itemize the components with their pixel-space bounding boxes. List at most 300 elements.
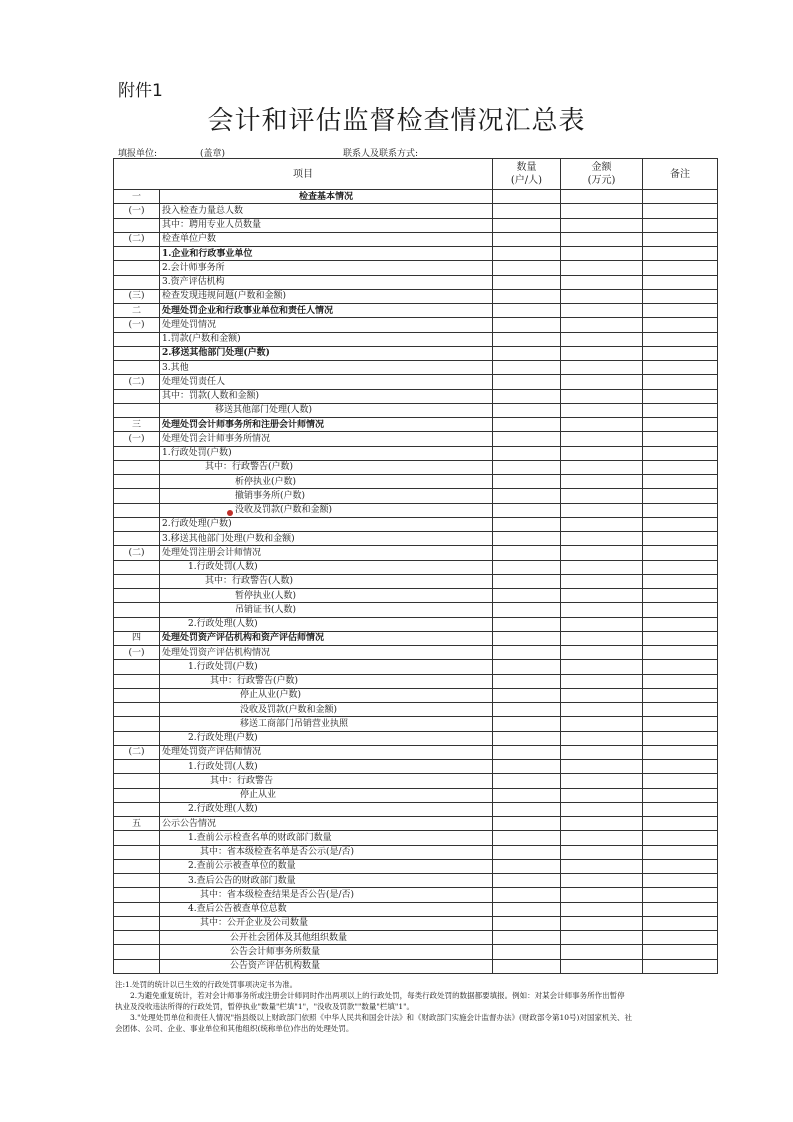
row-quantity-cell <box>493 717 561 731</box>
row-number <box>114 532 160 546</box>
row-label: 吊销证书(人数) <box>160 603 493 617</box>
table-row <box>114 945 718 959</box>
row-quantity-cell <box>493 346 561 360</box>
row-quantity-cell <box>493 631 561 645</box>
row-amount-cell <box>561 190 643 204</box>
row-quantity-cell <box>493 774 561 788</box>
row-remarks-cell <box>643 817 718 831</box>
row-label: 公开社会团体及其他组织数量 <box>160 931 493 945</box>
row-quantity-cell <box>493 489 561 503</box>
fill-unit-label: 填报单位: <box>118 149 158 159</box>
row-amount-cell <box>561 674 643 688</box>
row-amount-cell <box>561 703 643 717</box>
row-label: 析停执业(户数) <box>160 475 493 489</box>
row-number: (二) <box>114 745 160 759</box>
row-number <box>114 218 160 232</box>
row-number <box>114 888 160 902</box>
table-row <box>114 232 718 246</box>
row-quantity-cell <box>493 745 561 759</box>
row-remarks-cell <box>643 418 718 432</box>
row-number <box>114 788 160 802</box>
row-quantity-cell <box>493 232 561 246</box>
row-amount-cell <box>561 845 643 859</box>
row-remarks-cell <box>643 660 718 674</box>
table-row <box>114 788 718 802</box>
row-remarks-cell <box>643 589 718 603</box>
row-quantity-cell <box>493 389 561 403</box>
row-label: 2.行政处理(户数) <box>160 517 493 531</box>
row-remarks-cell <box>643 888 718 902</box>
table-row <box>114 688 718 702</box>
row-amount-cell <box>561 361 643 375</box>
summary-table <box>113 158 718 974</box>
table-row <box>114 418 718 432</box>
table-row <box>114 475 718 489</box>
row-amount-cell <box>561 646 643 660</box>
table-row <box>114 432 718 446</box>
row-number <box>114 660 160 674</box>
table-row <box>114 403 718 417</box>
row-amount-cell <box>561 475 643 489</box>
row-remarks-cell <box>643 717 718 731</box>
row-remarks-cell <box>643 517 718 531</box>
table-row <box>114 745 718 759</box>
row-quantity-cell <box>493 332 561 346</box>
table-row <box>114 874 718 888</box>
row-amount-cell <box>561 916 643 930</box>
row-remarks-cell <box>643 332 718 346</box>
row-remarks-cell <box>643 361 718 375</box>
row-quantity-cell <box>493 945 561 959</box>
row-label: 处理处罚情况 <box>160 318 493 332</box>
row-amount-cell <box>561 346 643 360</box>
row-number <box>114 475 160 489</box>
row-label: 处理处罚责任人 <box>160 375 493 389</box>
row-remarks-cell <box>643 646 718 660</box>
row-remarks-cell <box>643 247 718 261</box>
row-amount-cell <box>561 560 643 574</box>
row-number: (一) <box>114 432 160 446</box>
row-quantity-cell <box>493 888 561 902</box>
header-item: 项目 <box>114 159 493 190</box>
row-label: 其中：省本级检查名单是否公示(是/否) <box>160 845 493 859</box>
row-amount-cell <box>561 888 643 902</box>
row-amount-cell <box>561 731 643 745</box>
row-amount-cell <box>561 760 643 774</box>
footnote-line: 注:1.处罚的统计以已生效的行政处罚事项决定书为准。 <box>115 980 298 989</box>
row-amount-cell <box>561 446 643 460</box>
table-row <box>114 760 718 774</box>
row-number: (二) <box>114 232 160 246</box>
row-label: 1.罚款(户数和金额) <box>160 332 493 346</box>
row-amount-cell <box>561 489 643 503</box>
row-quantity-cell <box>493 617 561 631</box>
row-quantity-cell <box>493 560 561 574</box>
footnote-line: 3."处理处罚单位和责任人情况"指县级以上财政部门依照《中华人民共和国会计法》和《财政部门实施会计监督办法》(财政部令第10号)对国家机关、社 <box>115 1013 632 1022</box>
row-label: 2.查前公示被查单位的数量 <box>160 859 493 873</box>
row-quantity-cell <box>493 788 561 802</box>
row-remarks-cell <box>643 959 718 973</box>
row-label: 其中：行政警告(户数) <box>160 460 493 474</box>
table-row <box>114 289 718 303</box>
table-row <box>114 532 718 546</box>
row-quantity-cell <box>493 817 561 831</box>
row-number <box>114 688 160 702</box>
row-number <box>114 845 160 859</box>
row-number <box>114 859 160 873</box>
row-quantity-cell <box>493 646 561 660</box>
row-remarks-cell <box>643 289 718 303</box>
row-amount-cell <box>561 688 643 702</box>
table-row <box>114 931 718 945</box>
row-remarks-cell <box>643 603 718 617</box>
row-remarks-cell <box>643 945 718 959</box>
row-number <box>114 617 160 631</box>
row-amount-cell <box>561 261 643 275</box>
row-remarks-cell <box>643 503 718 517</box>
table-row <box>114 859 718 873</box>
row-quantity-cell <box>493 660 561 674</box>
table-row <box>114 589 718 603</box>
row-label: 其中：行政警告 <box>160 774 493 788</box>
row-amount-cell <box>561 745 643 759</box>
row-label: 1.行政处罚(人数) <box>160 560 493 574</box>
row-label: 1.行政处罚(户数) <box>160 446 493 460</box>
row-number <box>114 503 160 517</box>
row-quantity-cell <box>493 574 561 588</box>
row-quantity-cell <box>493 432 561 446</box>
row-remarks-cell <box>643 902 718 916</box>
row-number <box>114 332 160 346</box>
row-remarks-cell <box>643 731 718 745</box>
row-label: 2.会计师事务所 <box>160 261 493 275</box>
row-quantity-cell <box>493 859 561 873</box>
row-amount-cell <box>561 874 643 888</box>
table-row <box>114 332 718 346</box>
row-quantity-cell <box>493 546 561 560</box>
header-remarks: 备注 <box>643 159 718 190</box>
row-amount-cell <box>561 432 643 446</box>
row-amount-cell <box>561 945 643 959</box>
row-label: 处理处罚企业和行政事业单位和责任人情况 <box>160 304 493 318</box>
row-number <box>114 560 160 574</box>
row-amount-cell <box>561 275 643 289</box>
row-number <box>114 717 160 731</box>
table-row <box>114 304 718 318</box>
row-number: 一 <box>114 190 160 204</box>
row-quantity-cell <box>493 275 561 289</box>
row-number <box>114 902 160 916</box>
row-quantity-cell <box>493 475 561 489</box>
row-label: 停止从业 <box>160 788 493 802</box>
row-label: 公告资产评估机构数量 <box>160 959 493 973</box>
row-amount-cell <box>561 460 643 474</box>
header-amount: 金额 (万元) <box>561 159 643 190</box>
row-quantity-cell <box>493 603 561 617</box>
row-number: (二) <box>114 375 160 389</box>
row-quantity-cell <box>493 304 561 318</box>
row-label: 其中：省本级检查结果是否公告(是/否) <box>160 888 493 902</box>
table-row <box>114 703 718 717</box>
row-remarks-cell <box>643 346 718 360</box>
row-quantity-cell <box>493 831 561 845</box>
row-label: 处理处罚资产评估师情况 <box>160 745 493 759</box>
row-amount-cell <box>561 817 643 831</box>
table-row <box>114 275 718 289</box>
table-row <box>114 204 718 218</box>
row-amount-cell <box>561 289 643 303</box>
row-number <box>114 389 160 403</box>
table-row <box>114 218 718 232</box>
row-quantity-cell <box>493 959 561 973</box>
row-label: 2.行政处理(人数) <box>160 617 493 631</box>
row-quantity-cell <box>493 674 561 688</box>
row-remarks-cell <box>643 446 718 460</box>
row-label: 2.行政处理(户数) <box>160 731 493 745</box>
row-remarks-cell <box>643 774 718 788</box>
row-number: 五 <box>114 817 160 831</box>
row-quantity-cell <box>493 931 561 945</box>
row-remarks-cell <box>643 475 718 489</box>
row-number: 二 <box>114 304 160 318</box>
footnote-line: 2.为避免重复统计，若对会计师事务所或注册会计师同时作出两项以上的行政处罚，每类行政处罚的数据都要填报。例如：对某会计师事务所作出暂停 <box>115 991 625 1000</box>
row-quantity-cell <box>493 902 561 916</box>
row-remarks-cell <box>643 560 718 574</box>
row-number <box>114 802 160 816</box>
row-number <box>114 674 160 688</box>
row-number: (一) <box>114 318 160 332</box>
row-amount-cell <box>561 532 643 546</box>
row-quantity-cell <box>493 375 561 389</box>
row-quantity-cell <box>493 204 561 218</box>
table-row <box>114 546 718 560</box>
row-remarks-cell <box>643 532 718 546</box>
table-row <box>114 517 718 531</box>
row-remarks-cell <box>643 432 718 446</box>
table-row <box>114 831 718 845</box>
row-remarks-cell <box>643 916 718 930</box>
row-amount-cell <box>561 418 643 432</box>
row-quantity-cell <box>493 760 561 774</box>
row-label: 撤销事务所(户数) <box>160 489 493 503</box>
row-number <box>114 460 160 474</box>
row-amount-cell <box>561 660 643 674</box>
row-number <box>114 489 160 503</box>
row-remarks-cell <box>643 931 718 945</box>
seal-label: (盖章) <box>200 149 226 159</box>
row-amount-cell <box>561 902 643 916</box>
row-number: (三) <box>114 289 160 303</box>
row-label: 3.查后公告的财政部门数量 <box>160 874 493 888</box>
table-row <box>114 774 718 788</box>
row-quantity-cell <box>493 218 561 232</box>
row-amount-cell <box>561 717 643 731</box>
row-remarks-cell <box>643 275 718 289</box>
row-amount-cell <box>561 931 643 945</box>
row-remarks-cell <box>643 218 718 232</box>
row-number <box>114 589 160 603</box>
row-quantity-cell <box>493 688 561 702</box>
footnotes <box>115 979 715 1034</box>
row-remarks-cell <box>643 688 718 702</box>
row-quantity-cell <box>493 460 561 474</box>
row-remarks-cell <box>643 304 718 318</box>
row-label: 1.查前公示检查名单的财政部门数量 <box>160 831 493 845</box>
attachment-label: 附件1 <box>118 81 163 101</box>
row-amount-cell <box>561 603 643 617</box>
row-label: 公告会计师事务所数量 <box>160 945 493 959</box>
row-number: (一) <box>114 204 160 218</box>
row-number: 四 <box>114 631 160 645</box>
table-row <box>114 361 718 375</box>
row-label: 3.其他 <box>160 361 493 375</box>
row-remarks-cell <box>643 318 718 332</box>
row-remarks-cell <box>643 745 718 759</box>
row-number <box>114 275 160 289</box>
table-row <box>114 916 718 930</box>
row-number <box>114 931 160 945</box>
table-row <box>114 674 718 688</box>
document-title: 会计和评估监督检查情况汇总表 <box>207 106 586 136</box>
row-amount-cell <box>561 631 643 645</box>
row-amount-cell <box>561 375 643 389</box>
row-number <box>114 731 160 745</box>
row-amount-cell <box>561 774 643 788</box>
row-remarks-cell <box>643 617 718 631</box>
row-label: 3.移送其他部门处理(户数和金额) <box>160 532 493 546</box>
row-label: 3.资产评估机构 <box>160 275 493 289</box>
row-quantity-cell <box>493 731 561 745</box>
row-quantity-cell <box>493 874 561 888</box>
row-quantity-cell <box>493 247 561 261</box>
row-remarks-cell <box>643 574 718 588</box>
row-amount-cell <box>561 318 643 332</box>
row-label: 1.行政处罚(户数) <box>160 660 493 674</box>
row-remarks-cell <box>643 403 718 417</box>
row-remarks-cell <box>643 874 718 888</box>
table-row <box>114 902 718 916</box>
row-number: (二) <box>114 546 160 560</box>
table-row <box>114 731 718 745</box>
row-number <box>114 959 160 973</box>
row-number <box>114 247 160 261</box>
row-amount-cell <box>561 574 643 588</box>
row-label: 检查单位户数 <box>160 232 493 246</box>
table-row <box>114 261 718 275</box>
row-number <box>114 346 160 360</box>
footnote-line: 执业及没收违法所得的行政处罚，暂停执业"数量"栏填"1"，"没收及罚款""数量"栏填"1"。 <box>115 1002 415 1011</box>
row-label: 其中：行政警告(人数) <box>160 574 493 588</box>
row-quantity-cell <box>493 503 561 517</box>
row-amount-cell <box>561 389 643 403</box>
row-amount-cell <box>561 859 643 873</box>
row-number: 三 <box>114 418 160 432</box>
row-remarks-cell <box>643 788 718 802</box>
row-quantity-cell <box>493 318 561 332</box>
row-number <box>114 760 160 774</box>
row-label: 处理处罚会计师事务所和注册会计师情况 <box>160 418 493 432</box>
row-quantity-cell <box>493 289 561 303</box>
red-mark <box>227 510 233 516</box>
row-label: 公示公告情况 <box>160 817 493 831</box>
table-row <box>114 660 718 674</box>
row-label: 没收及罚款(户数和金额) <box>160 703 493 717</box>
row-label: 投入检查力量总人数 <box>160 204 493 218</box>
row-amount-cell <box>561 204 643 218</box>
contact-label: 联系人及联系方式: <box>343 149 419 159</box>
row-label: 其中：聘用专业人员数量 <box>160 218 493 232</box>
table-row <box>114 574 718 588</box>
row-amount-cell <box>561 831 643 845</box>
table-row <box>114 631 718 645</box>
row-amount-cell <box>561 503 643 517</box>
table-row <box>114 503 718 517</box>
row-quantity-cell <box>493 261 561 275</box>
row-quantity-cell <box>493 361 561 375</box>
table-row <box>114 489 718 503</box>
row-label: 停止从业(户数) <box>160 688 493 702</box>
table-row <box>114 817 718 831</box>
row-number: (一) <box>114 646 160 660</box>
row-number <box>114 774 160 788</box>
row-label: 移送其他部门处理(人数) <box>160 403 493 417</box>
row-remarks-cell <box>643 204 718 218</box>
row-number <box>114 703 160 717</box>
row-remarks-cell <box>643 703 718 717</box>
footnote-line: 会团体、公司、企业、事业单位和其他组织(统称单位)作出的处理处罚。 <box>115 1024 354 1033</box>
row-remarks-cell <box>643 546 718 560</box>
row-label: 移送工商部门吊销营业执照 <box>160 717 493 731</box>
row-amount-cell <box>561 546 643 560</box>
table-row <box>114 375 718 389</box>
row-label: 检查发现违规问题(户数和金额) <box>160 289 493 303</box>
row-label: 暂停执业(人数) <box>160 589 493 603</box>
row-label: 2.行政处理(人数) <box>160 802 493 816</box>
row-remarks-cell <box>643 831 718 845</box>
row-remarks-cell <box>643 460 718 474</box>
row-label: 检查基本情况 <box>160 190 493 204</box>
row-number <box>114 446 160 460</box>
row-quantity-cell <box>493 532 561 546</box>
row-label: 处理处罚注册会计师情况 <box>160 546 493 560</box>
row-label: 其中：罚款(人数和金额) <box>160 389 493 403</box>
row-remarks-cell <box>643 859 718 873</box>
row-quantity-cell <box>493 418 561 432</box>
table-row <box>114 717 718 731</box>
row-amount-cell <box>561 247 643 261</box>
row-quantity-cell <box>493 916 561 930</box>
table-row <box>114 845 718 859</box>
row-amount-cell <box>561 232 643 246</box>
row-amount-cell <box>561 218 643 232</box>
row-amount-cell <box>561 517 643 531</box>
row-number <box>114 916 160 930</box>
row-remarks-cell <box>643 802 718 816</box>
table-row <box>114 959 718 973</box>
row-quantity-cell <box>493 845 561 859</box>
row-label: 4.查后公告被查单位总数 <box>160 902 493 916</box>
table-row <box>114 560 718 574</box>
table-row <box>114 247 718 261</box>
row-label: 没收及罚款(户数和金额) <box>160 503 493 517</box>
row-amount-cell <box>561 589 643 603</box>
row-amount-cell <box>561 959 643 973</box>
row-label: 2.移送其他部门处理(户数) <box>160 346 493 360</box>
table-row <box>114 460 718 474</box>
row-quantity-cell <box>493 190 561 204</box>
row-quantity-cell <box>493 446 561 460</box>
row-amount-cell <box>561 802 643 816</box>
